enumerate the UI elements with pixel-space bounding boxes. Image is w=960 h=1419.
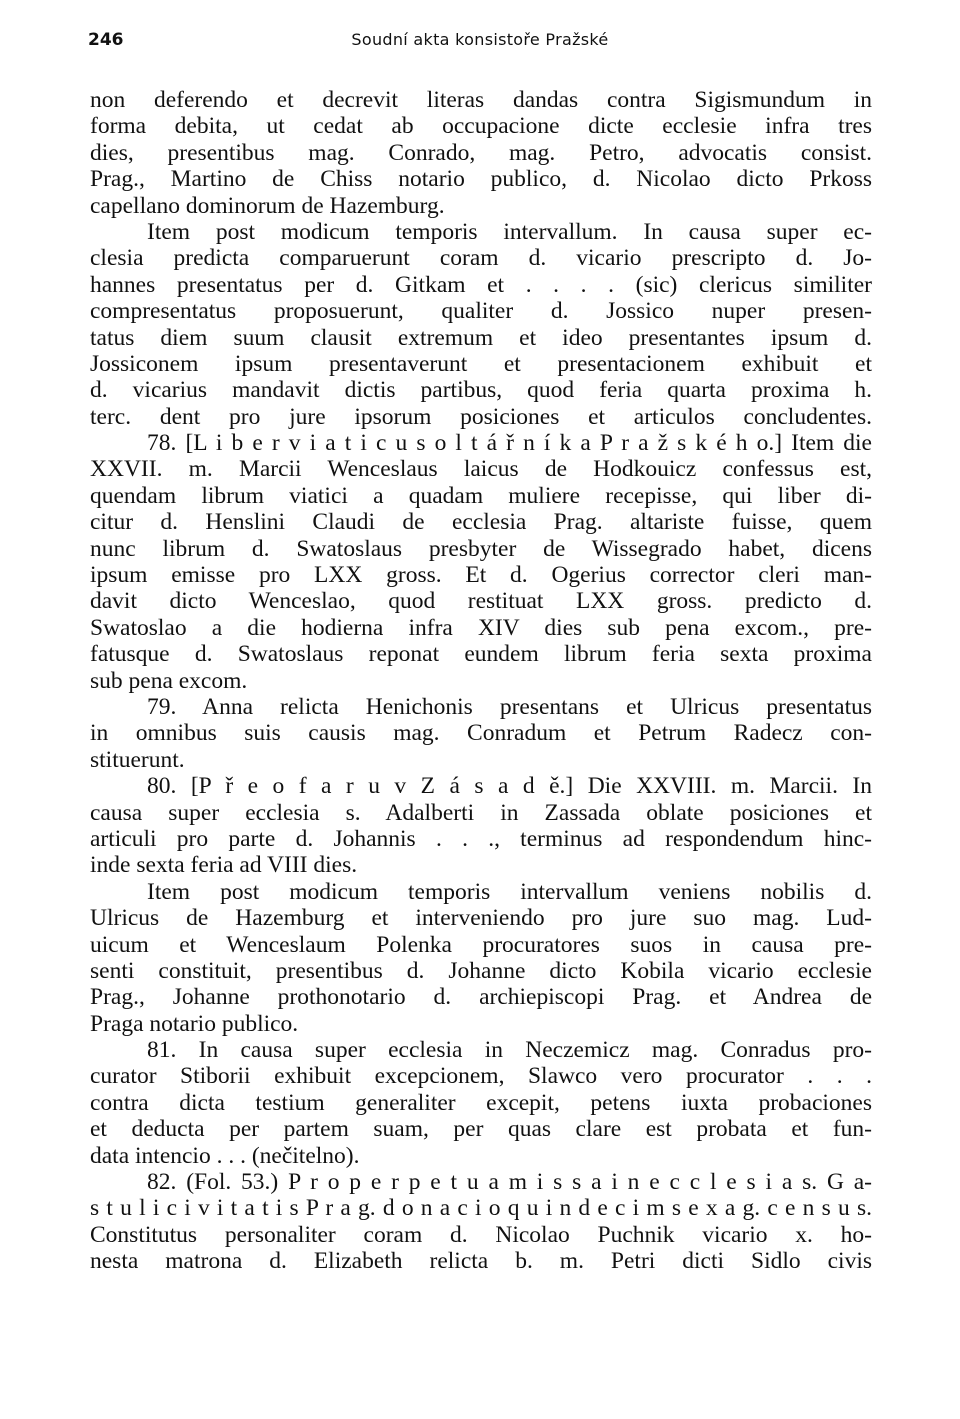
text-line: XXVII. m. Marcii Wenceslaus laicus de Hodkouicz confessus est, bbox=[90, 456, 872, 483]
text-line: senti constituit, presentibus d. Johanne dicto Kobila vicario ecclesie bbox=[90, 957, 872, 984]
text-line: in omnibus suis causis mag. Conradum et Petrum Radecz con- bbox=[90, 720, 872, 747]
text-line: inde sexta feria ad VIII dies. bbox=[90, 852, 358, 879]
text-line: fatusque d. Swatoslaus reponat eundem librum feria sexta proxima bbox=[90, 641, 872, 668]
text-line: Item post modicum temporis intervallum veniens nobilis d. bbox=[147, 878, 872, 905]
text-line: hannes presentatus per d. Gitkam et . . . . (sic) clericus similiter bbox=[90, 271, 872, 298]
text-line: clesia predicta comparuerunt coram d. vicario prescripto d. Jo- bbox=[90, 245, 872, 272]
running-title: Soudní akta konsistoře Pražské bbox=[351, 30, 609, 49]
text-line: compresentatus proposuerunt, qualiter d. Jossico nuper presen- bbox=[90, 298, 872, 325]
text-line: causa super ecclesia s. Adalberti in Zassada oblate posiciones et bbox=[90, 799, 872, 826]
text-line: Ulricus de Hazemburg et interveniendo pro jure suo mag. Lud- bbox=[90, 905, 872, 932]
text-line: Jossiconem ipsum presentaverunt et presentacionem exhibuit et bbox=[90, 350, 872, 377]
text-line: 80. [P ř e o f a r u v Z á s a d ě.] Die XXVIII. m. Marcii. In bbox=[147, 773, 872, 800]
text-line: 82. (Fol. 53.) P r o p e r p e t u a m i s s a i n e c c l e s i a s. G a- bbox=[147, 1169, 872, 1196]
page-header bbox=[88, 30, 872, 56]
text-line: forma debita, ut cedat ab occupacione dicte ecclesie infra tres bbox=[90, 113, 872, 140]
text-line: capellano dominorum de Hazemburg. bbox=[90, 192, 445, 219]
text-line: curator Stiborii exhibuit excepcionem, Slawco vero procurator . . . bbox=[90, 1063, 872, 1090]
text-line: dies, presentibus mag. Conrado, mag. Petro, advocatis consist. bbox=[90, 139, 872, 166]
text-line: 79. Anna relicta Henichonis presentans et Ulricus presentatus bbox=[147, 693, 872, 720]
text-line: non deferendo et decrevit literas dandas contra Sigismundum in bbox=[90, 87, 872, 113]
text-line: articuli pro parte d. Johannis . . ., terminus ad respondendum hinc- bbox=[90, 825, 872, 852]
text-line: d. vicarius mandavit dictis partibus, quod feria quarta proxima h. bbox=[90, 377, 872, 404]
text-line: sub pena excom. bbox=[90, 667, 248, 694]
text-line: davit dicto Wenceslao, quod restituat LXX gross. predicto d. bbox=[90, 588, 872, 615]
text-line: Item post modicum temporis intervallum. In causa super ec- bbox=[147, 218, 872, 245]
text-line: Prag., Johanne prothonotario d. archiepiscopi Prag. et Andrea de bbox=[90, 984, 872, 1011]
text-line: Constitutus personaliter coram d. Nicolao Puchnik vicario x. ho- bbox=[90, 1221, 872, 1248]
text-line: data intencio . . . (nečitelno). bbox=[90, 1142, 360, 1169]
text-line: uicum et Wenceslaum Polenka procuratores suos in causa pre- bbox=[90, 931, 872, 958]
text-line: 81. In causa super ecclesia in Neczemicz mag. Conradus pro- bbox=[147, 1037, 872, 1064]
document-body bbox=[90, 87, 872, 1275]
text-line: nesta matrona d. Elizabeth relicta b. m. Petri dicti Sidlo civis bbox=[90, 1248, 872, 1275]
text-line: quendam librum viatici a quadam muliere recepisse, qui liber di- bbox=[90, 482, 872, 509]
text-line: et deducta per partem suam, per quas clare est probata et fun- bbox=[90, 1116, 872, 1143]
text-line: ipsum emisse pro LXX gross. Et d. Ogerius corrector cleri man- bbox=[90, 562, 872, 589]
text-line: tatus diem suum clausit extremum et ideo presentantes ipsum d. bbox=[90, 324, 872, 351]
page-number: 246 bbox=[88, 30, 124, 50]
text-line: s t u l i c i v i t a t i s P r a g. d o n a c i o q u i n d e c i m s e x a g. c e n s u s. bbox=[90, 1195, 872, 1222]
text-line: Prag., Martino de Chiss notario publico, d. Nicolao dicto Prkoss bbox=[90, 166, 872, 193]
text-line: nunc librum d. Swatoslaus presbyter de Wissegrado habet, dicens bbox=[90, 535, 872, 562]
text-line: Praga notario publico. bbox=[90, 1010, 299, 1037]
text-line: 78. [L i b e r v i a t i c u s o l t á ř n í k a P r a ž s k é h o.] Item die bbox=[147, 430, 872, 457]
text-line: contra dicta testium generaliter excepit, petens iuxta probaciones bbox=[90, 1089, 872, 1116]
text-line: citur d. Henslini Claudi de ecclesia Prag. altariste fuisse, quem bbox=[90, 509, 872, 536]
text-line: Swatoslao a die hodierna infra XIV dies sub pena excom., pre- bbox=[90, 614, 872, 641]
text-line: stituerunt. bbox=[90, 746, 185, 773]
text-line: terc. dent pro jure ipsorum posiciones et articulos concludentes. bbox=[90, 403, 872, 430]
